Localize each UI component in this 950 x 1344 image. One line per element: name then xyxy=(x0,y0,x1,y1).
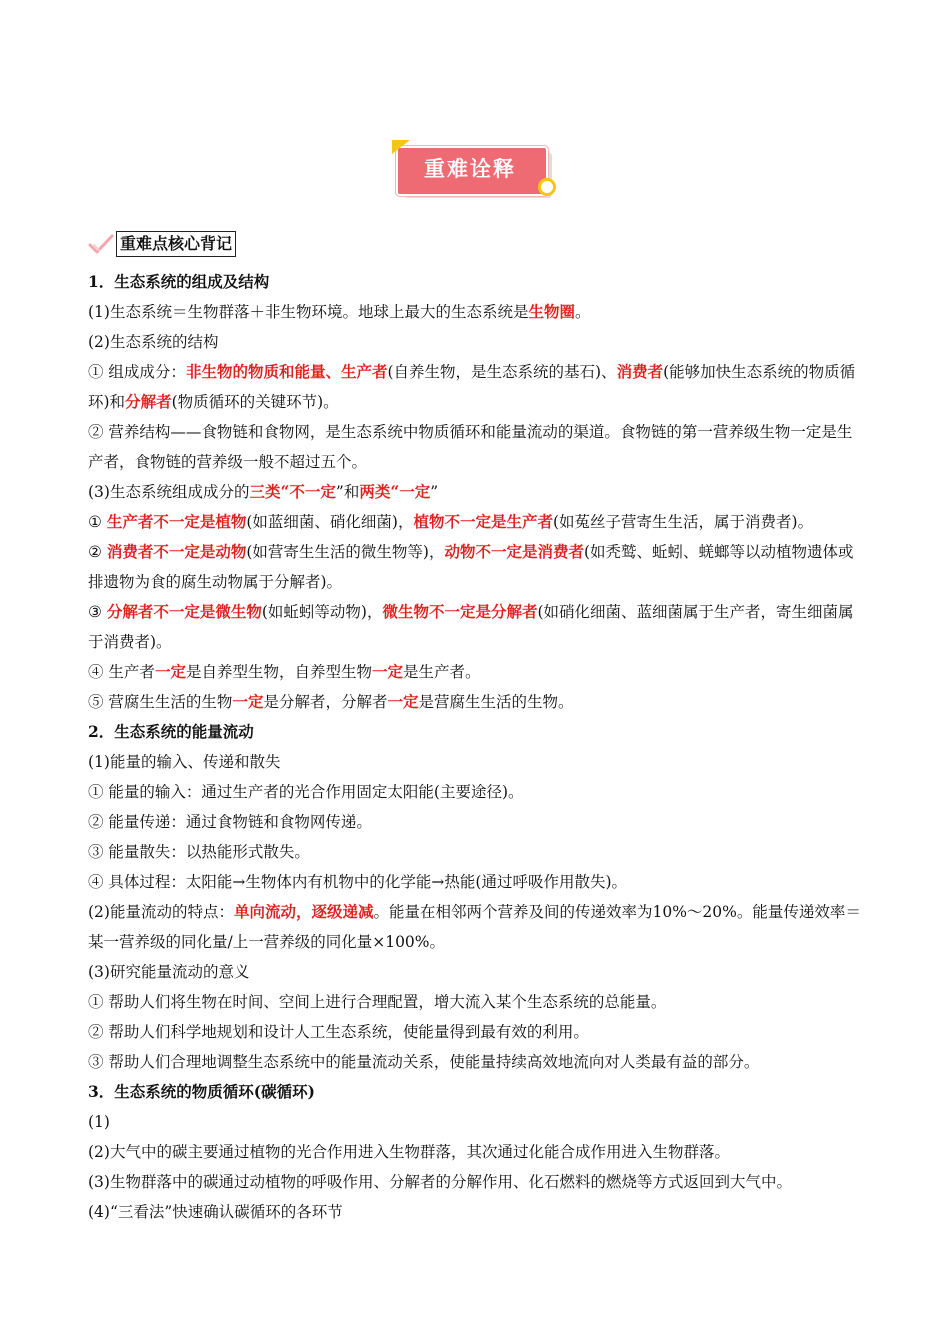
flag-icon xyxy=(392,140,410,154)
paragraph xyxy=(88,597,866,657)
paragraph xyxy=(88,747,866,777)
text-run: ④ 具体过程：太阳能→生物体内有机物中的化学能→热能(通过呼吸作用散失)。 xyxy=(88,873,627,891)
text-run: ③ 能量散失：以热能形式散失。 xyxy=(88,843,310,861)
text-run: 是自养型生物，自养型生物 xyxy=(185,663,372,681)
section-title: 重难点核心背记 xyxy=(116,231,236,257)
text-run: (2)生态系统的结构 xyxy=(88,333,219,351)
text-run: (自养生物，是生态系统的基石)、 xyxy=(387,363,617,381)
heading-line xyxy=(88,1077,866,1107)
text-run: ② 营养结构——食物链和食物网，是生态系统中物质循环和能量流动的渠道。食物链的第一营养级生物一定是生产者，食物链的营养级一般不超过五个。 xyxy=(88,423,853,471)
highlight-text: 植物不一定是生产者 xyxy=(413,512,553,531)
text-run: (如硝化细菌、蓝细菌属于生产者，寄生细菌属于消费者)。 xyxy=(88,603,854,651)
highlight-text: 单向流动，逐级递减 xyxy=(233,902,374,921)
document-body xyxy=(88,267,866,1227)
ring-icon xyxy=(538,178,556,196)
paragraph xyxy=(88,1137,866,1167)
highlight-text: 三类“不一定 xyxy=(249,482,336,501)
section-banner xyxy=(392,140,560,202)
text-run: (物质循环的关键环节)。 xyxy=(171,393,339,411)
highlight-text: 一定 xyxy=(232,692,264,711)
text-run: ② 帮助人们科学地规划和设计人工生态系统，使能量得到最有效的利用。 xyxy=(88,1023,589,1041)
text-run: (如蓝细菌、硝化细菌)， xyxy=(246,513,414,531)
text-run: 是生产者。 xyxy=(402,663,481,681)
paragraph xyxy=(88,417,866,477)
text-run: 是分解者，分解者 xyxy=(263,693,388,711)
paragraph xyxy=(88,987,866,1017)
paragraph xyxy=(88,957,866,987)
text-run: ④ 生产者 xyxy=(88,663,155,681)
text-run: ② 能量传递：通过食物链和食物网传递。 xyxy=(88,813,372,831)
paragraph xyxy=(88,357,866,417)
text-run: 是营腐生生活的生物。 xyxy=(418,693,574,711)
text-run: ” xyxy=(430,483,439,501)
paragraph xyxy=(88,327,866,357)
text-run: ”和 xyxy=(335,483,360,501)
text-run: (2)大气中的碳主要通过植物的光合作用进入生物群落，其次通过化能合成作用进入生物群落。 xyxy=(88,1143,730,1161)
text-run: (如蚯蚓等动物)， xyxy=(261,603,383,621)
text-run: (1)生态系统＝生物群落＋非生物环境。地球上最大的生态系统是 xyxy=(88,303,529,321)
checkmark-icon xyxy=(88,233,114,255)
highlight-text: 两类“一定 xyxy=(359,482,431,501)
text-run: (1) xyxy=(88,1113,110,1131)
banner-title: 重难诠释 xyxy=(424,157,516,181)
text-run: ① 能量的输入：通过生产者的光合作用固定太阳能(主要途径)。 xyxy=(88,783,524,801)
paragraph xyxy=(88,1167,866,1197)
highlight-text: 分解者不一定是微生物 xyxy=(106,602,262,621)
paragraph xyxy=(88,837,866,867)
heading-line xyxy=(88,717,866,747)
text-run: ③ xyxy=(88,603,107,621)
paragraph xyxy=(88,537,866,597)
paragraph xyxy=(88,777,866,807)
text-run: (2)能量流动的特点： xyxy=(88,903,234,921)
paragraph xyxy=(88,657,866,687)
highlight-text: 非生物的物质和能量、生产者 xyxy=(185,362,388,381)
paragraph xyxy=(88,1197,866,1227)
highlight-text: 消费者 xyxy=(616,362,664,381)
paragraph xyxy=(88,1017,866,1047)
text-run: (如菟丝子营寄生生活，属于消费者)。 xyxy=(552,513,814,531)
paragraph xyxy=(88,297,866,327)
text-run: (3)研究能量流动的意义 xyxy=(88,963,250,981)
highlight-text: 一定 xyxy=(154,662,186,681)
text-run: (能够加快生态系统的物质循环)和 xyxy=(88,363,856,411)
heading-line xyxy=(88,267,866,297)
paragraph xyxy=(88,807,866,837)
text-run: (如秃鹫、蚯蚓、蜣螂等以动植物遗体或排遗物为食的腐生动物属于分解者)。 xyxy=(88,543,854,591)
text-run: ⑤ 营腐生生活的生物 xyxy=(88,693,233,711)
highlight-text: 一定 xyxy=(371,662,403,681)
paragraph xyxy=(88,1047,866,1077)
highlight-text: 消费者不一定是动物 xyxy=(106,542,247,561)
highlight-text: 动物不一定是消费者 xyxy=(444,542,584,561)
text-run: (4)“三看法”快速确认碳循环的各环节 xyxy=(88,1203,343,1221)
text-run: (3)生物群落中的碳通过动植物的呼吸作用、分解者的分解作用、化石燃料的燃烧等方式返回到大气中。 xyxy=(88,1173,792,1191)
text-run: 2．生态系统的能量流动 xyxy=(88,722,254,741)
paragraph xyxy=(88,477,866,507)
text-run: (3)生态系统组成成分的 xyxy=(88,483,250,501)
highlight-text: 生物圈 xyxy=(528,302,575,321)
paragraph xyxy=(88,867,866,897)
highlight-text: 微生物不一定是分解者 xyxy=(382,602,538,621)
text-run: ② xyxy=(88,543,107,561)
highlight-text: 分解者 xyxy=(125,392,172,411)
text-run: (如营寄生生活的微生物等)， xyxy=(246,543,445,561)
text-run: ① xyxy=(88,513,107,531)
text-run: ① 帮助人们将生物在时间、空间上进行合理配置，增大流入某个生态系统的总能量。 xyxy=(88,993,667,1011)
text-run: 1．生态系统的组成及结构 xyxy=(88,272,270,291)
paragraph xyxy=(88,1107,866,1137)
paragraph xyxy=(88,687,866,717)
highlight-text: 生产者不一定是植物 xyxy=(106,512,247,531)
text-run: 。能量在相邻两个营养及间的传递效率为10%～20%。能量传递效率＝某一营养级的同化量/上一营养级的同化量×100%。 xyxy=(88,903,861,951)
paragraph xyxy=(88,897,866,957)
text-run: ① 组成成分： xyxy=(88,363,186,381)
text-run: 3．生态系统的物质循环(碳循环) xyxy=(88,1082,315,1101)
highlight-text: 一定 xyxy=(387,692,419,711)
text-run: 。 xyxy=(574,303,591,321)
paragraph xyxy=(88,507,866,537)
text-run: ③ 帮助人们合理地调整生态系统中的能量流动关系，使能量持续高效地流向对人类最有益的部分。 xyxy=(88,1053,760,1071)
text-run: (1)能量的输入、传递和散失 xyxy=(88,753,281,771)
